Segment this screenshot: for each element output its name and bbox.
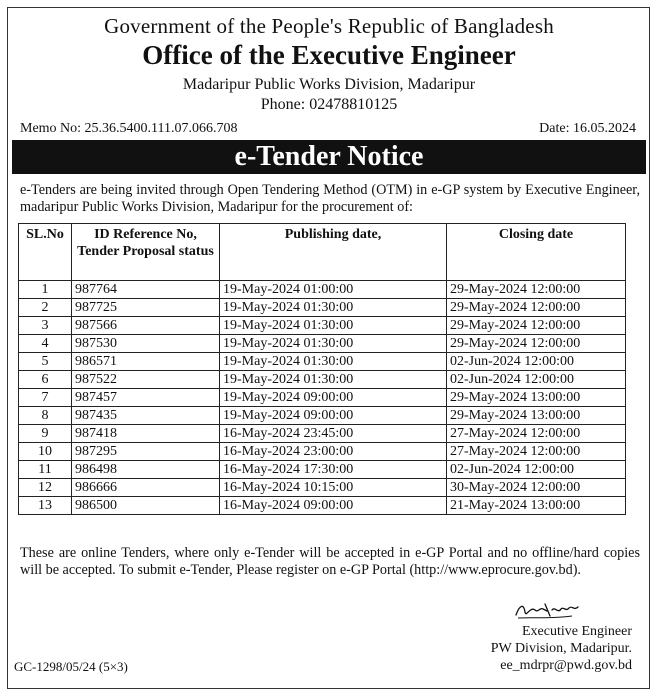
cell-id: 987522 <box>72 371 220 389</box>
cell-id: 987566 <box>72 317 220 335</box>
cell-closing: 27-May-2024 12:00:00 <box>447 425 626 443</box>
cell-sl: 9 <box>19 425 72 443</box>
table-row <box>19 407 626 425</box>
cell-id: 987457 <box>72 389 220 407</box>
division-line: Madaripur Public Works Division, Madaripur <box>182 76 476 93</box>
cell-closing: 29-May-2024 12:00:00 <box>447 317 626 335</box>
table-header-row <box>19 224 626 281</box>
table-row <box>19 371 626 389</box>
cell-sl: 6 <box>19 371 72 389</box>
cell-publishing: 19-May-2024 01:30:00 <box>220 299 447 317</box>
table-row <box>19 497 626 515</box>
memo-number: Memo No: 25.36.5400.111.07.066.708 <box>20 121 238 136</box>
table-row <box>19 335 626 353</box>
cell-publishing: 19-May-2024 01:30:00 <box>220 335 447 353</box>
cell-closing: 02-Jun-2024 12:00:00 <box>447 353 626 371</box>
cell-sl: 7 <box>19 389 72 407</box>
header-publishing: Publishing date, <box>220 224 447 281</box>
table-row <box>19 281 626 299</box>
cell-publishing: 16-May-2024 23:00:00 <box>220 443 447 461</box>
cell-closing: 29-May-2024 13:00:00 <box>447 407 626 425</box>
cell-closing: 02-Jun-2024 12:00:00 <box>447 371 626 389</box>
cell-sl: 3 <box>19 317 72 335</box>
tender-table <box>18 223 626 515</box>
cell-sl: 8 <box>19 407 72 425</box>
intro-paragraph: e-Tenders are being invited through Open Tendering Method (OTM) in e-GP system by Executive Engineer, madaripur Public Works Division, Madaripur for the procurement of: <box>20 182 640 215</box>
cell-sl: 5 <box>19 353 72 371</box>
table-row <box>19 479 626 497</box>
cell-sl: 1 <box>19 281 72 299</box>
cell-sl: 4 <box>19 335 72 353</box>
signatory-office: PW Division, Madaripur. <box>490 641 632 656</box>
table-row <box>19 461 626 479</box>
table-row <box>19 389 626 407</box>
cell-publishing: 16-May-2024 10:15:00 <box>220 479 447 497</box>
cell-sl: 12 <box>19 479 72 497</box>
cell-closing: 29-May-2024 12:00:00 <box>447 281 626 299</box>
cell-id: 987530 <box>72 335 220 353</box>
table-row <box>19 317 626 335</box>
cell-id: 986666 <box>72 479 220 497</box>
cell-publishing: 19-May-2024 01:30:00 <box>220 317 447 335</box>
cell-closing: 29-May-2024 12:00:00 <box>447 335 626 353</box>
table-row <box>19 443 626 461</box>
table-row <box>19 425 626 443</box>
phone-line: Phone: 02478810125 <box>260 96 398 113</box>
notice-title: e-Tender Notice <box>12 140 646 174</box>
cell-sl: 11 <box>19 461 72 479</box>
cell-closing: 30-May-2024 12:00:00 <box>447 479 626 497</box>
cell-id: 987418 <box>72 425 220 443</box>
cell-sl: 10 <box>19 443 72 461</box>
header-closing: Closing date <box>447 224 626 281</box>
table-row <box>19 299 626 317</box>
notice-date: Date: 16.05.2024 <box>539 121 636 136</box>
cell-closing: 21-May-2024 13:00:00 <box>447 497 626 515</box>
signatory-email: ee_mdrpr@pwd.gov.bd <box>500 658 632 673</box>
signature-mark <box>512 598 582 622</box>
cell-sl: 2 <box>19 299 72 317</box>
cell-id: 986571 <box>72 353 220 371</box>
cell-publishing: 16-May-2024 23:45:00 <box>220 425 447 443</box>
government-line: Government of the People's Republic of Bangladesh <box>104 14 554 38</box>
signature-block <box>491 623 632 674</box>
gc-code: GC-1298/05/24 (5×3) <box>14 659 128 674</box>
cell-id: 986498 <box>72 461 220 479</box>
cell-id: 987435 <box>72 407 220 425</box>
office-title: Office of the Executive Engineer <box>142 40 516 70</box>
cell-id: 987725 <box>72 299 220 317</box>
cell-publishing: 19-May-2024 01:30:00 <box>220 353 447 371</box>
cell-closing: 29-May-2024 13:00:00 <box>447 389 626 407</box>
table-row <box>19 353 626 371</box>
cell-publishing: 16-May-2024 09:00:00 <box>220 497 447 515</box>
header-sl: SL.No <box>19 224 72 281</box>
cell-id: 986500 <box>72 497 220 515</box>
cell-publishing: 16-May-2024 17:30:00 <box>220 461 447 479</box>
cell-id: 987764 <box>72 281 220 299</box>
cell-sl: 13 <box>19 497 72 515</box>
online-tender-note: These are online Tenders, where only e-Tender will be accepted in e-GP Portal and no offline/hard copies will be accepted. To submit e-Tender, Please register on e-GP Portal (http://www.eprocure.gov.bd). <box>20 545 640 578</box>
cell-closing: 29-May-2024 12:00:00 <box>447 299 626 317</box>
signatory-designation: Executive Engineer <box>521 624 632 639</box>
cell-publishing: 19-May-2024 01:30:00 <box>220 371 447 389</box>
cell-closing: 02-Jun-2024 12:00:00 <box>447 461 626 479</box>
cell-closing: 27-May-2024 12:00:00 <box>447 443 626 461</box>
cell-publishing: 19-May-2024 09:00:00 <box>220 407 447 425</box>
header-id: ID Reference No, Tender Proposal status <box>72 224 220 281</box>
cell-id: 987295 <box>72 443 220 461</box>
cell-publishing: 19-May-2024 09:00:00 <box>220 389 447 407</box>
cell-publishing: 19-May-2024 01:00:00 <box>220 281 447 299</box>
